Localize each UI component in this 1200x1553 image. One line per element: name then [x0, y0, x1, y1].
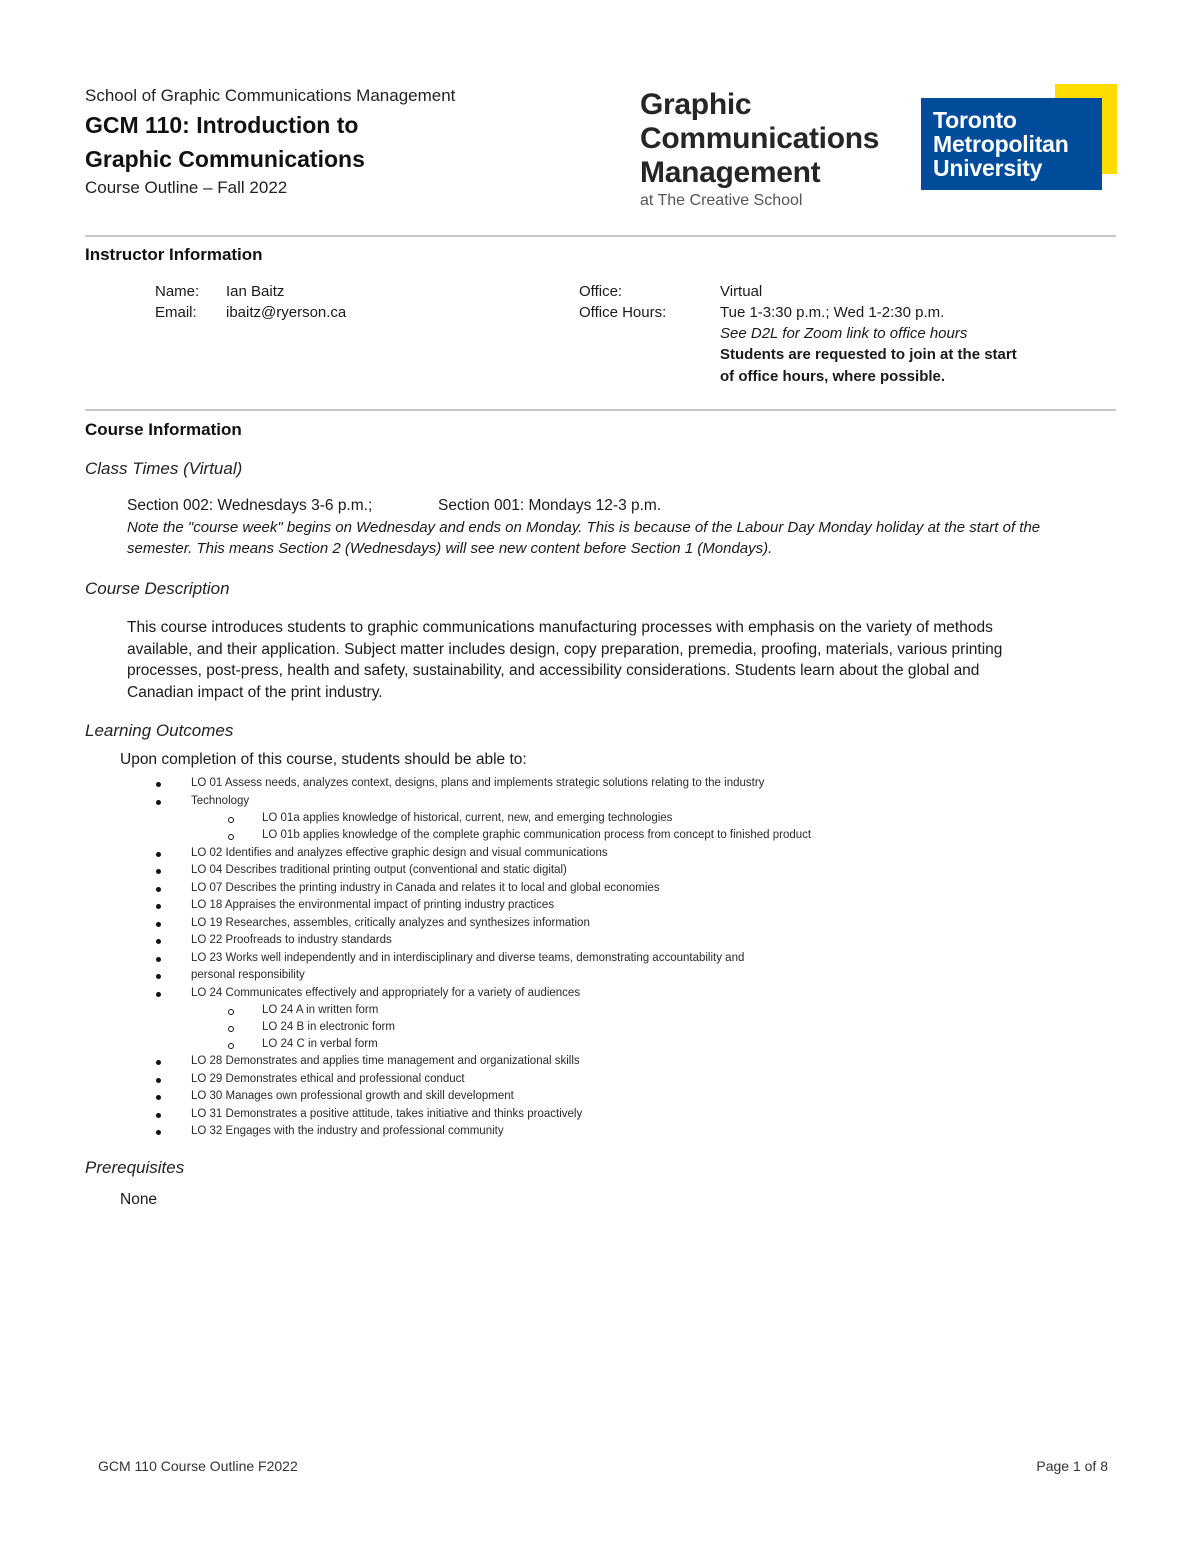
gcm-wordmark-sub: at The Creative School: [640, 192, 803, 209]
sub-bullet-icon: [228, 817, 234, 823]
list-item: LO 24 Communicates effectively and appropriately for a variety of audiences: [191, 987, 581, 999]
sub-bullet-icon: [228, 1043, 234, 1049]
footer-page-number: Page 1 of 8: [1036, 1458, 1108, 1474]
course-week-note-line1: Note the "course week" begins on Wednesday and ends on Monday. This is because of the Labour Day Monday holiday at the start of the: [127, 519, 1041, 536]
join-note-line1: Students are requested to join at the start: [720, 346, 1017, 363]
course-info-heading: Course Information: [85, 420, 242, 439]
list-item: Technology: [191, 795, 250, 807]
course-week-note-line2: semester. This means Section 2 (Wednesdays) will see new content before Section 1 (Mondays).: [127, 540, 773, 557]
list-item: LO 24 A in written form: [262, 1004, 379, 1016]
bullet-icon: [156, 957, 161, 962]
email-value[interactable]: ibaitz@ryerson.ca: [226, 304, 347, 321]
list-item: LO 02 Identifies and analyzes effective graphic design and visual communications: [191, 847, 608, 859]
list-item: LO 19 Researches, assembles, critically analyzes and synthesizes information: [191, 917, 590, 929]
list-item: LO 31 Demonstrates a positive attitude, takes initiative and thinks proactively: [191, 1108, 583, 1120]
list-item: LO 22 Proofreads to industry standards: [191, 934, 392, 946]
list-item: personal responsibility: [191, 969, 305, 981]
sub-bullet-icon: [228, 1009, 234, 1015]
list-item: LO 18 Appraises the environmental impact of printing industry practices: [191, 899, 555, 911]
bullet-icon: [156, 904, 161, 909]
bullet-icon: [156, 1113, 161, 1118]
name-label: Name:: [155, 283, 200, 300]
bullet-icon: [156, 974, 161, 979]
bullet-icon: [156, 992, 161, 997]
gcm-wordmark-line2: Communications: [640, 122, 880, 155]
course-description-line: available, and their application. Subject matter includes design, copy preparation, premedia, proofing, materials, various printing: [127, 640, 1003, 658]
bullet-icon: [156, 922, 161, 927]
course-description-line: Canadian impact of the print industry.: [127, 683, 383, 701]
zoom-note: See D2L for Zoom link to office hours: [720, 325, 968, 342]
gcm-wordmark-line3: Management: [640, 156, 821, 189]
list-item: LO 28 Demonstrates and applies time management and organizational skills: [191, 1055, 580, 1067]
footer-document-name: GCM 110 Course Outline F2022: [98, 1458, 298, 1474]
bullet-icon: [156, 1060, 161, 1065]
list-item: LO 23 Works well independently and in interdisciplinary and diverse teams, demonstrating accountability and: [191, 952, 745, 964]
list-item: LO 24 B in electronic form: [262, 1021, 395, 1033]
gcm-wordmark: [640, 88, 879, 190]
section-001-time: Section 001: Mondays 12-3 p.m.: [438, 497, 662, 514]
prerequisites-heading: Prerequisites: [85, 1158, 185, 1177]
course-description-heading: Course Description: [85, 579, 230, 598]
bullet-icon: [156, 869, 161, 874]
gcm-wordmark-line1: Graphic: [640, 88, 752, 121]
course-description-line: processes, post-press, health and safety, sustainability, and accessibility considerations. Students learn about the global and: [127, 662, 980, 679]
course-description: [127, 617, 1112, 703]
section-002-time: Section 002: Wednesdays 3-6 p.m.;: [127, 497, 373, 514]
join-note-line2: of office hours, where possible.: [720, 368, 946, 385]
bullet-icon: [156, 1095, 161, 1100]
tmu-logo: [921, 84, 1117, 190]
divider-instructor: [85, 409, 1116, 411]
tmu-logo-line2: Metropolitan: [933, 131, 1069, 157]
email-label: Email:: [155, 304, 197, 321]
bullet-icon: [156, 800, 161, 805]
tmu-logo-line3: University: [933, 155, 1043, 181]
name-value: Ian Baitz: [226, 283, 285, 300]
learning-outcomes-heading: Learning Outcomes: [85, 721, 234, 740]
list-item: LO 01a applies knowledge of historical, current, new, and emerging technologies: [262, 812, 673, 824]
learning-outcomes-intro: Upon completion of this course, students should be able to:: [120, 751, 527, 768]
school-name: School of Graphic Communications Management: [85, 86, 456, 105]
divider-header: [85, 235, 1116, 237]
list-item: LO 07 Describes the printing industry in Canada and relates it to local and global economies: [191, 882, 660, 894]
bullet-icon: [156, 887, 161, 892]
tmu-logo-blue-block: [921, 98, 1102, 190]
office-value: Virtual: [720, 283, 763, 300]
sub-bullet-icon: [228, 834, 234, 840]
bullet-icon: [156, 1130, 161, 1135]
list-item: LO 24 C in verbal form: [262, 1038, 378, 1050]
course-title-line2: Graphic Communications: [85, 146, 365, 172]
course-description-line: This course introduces students to graphic communications manufacturing processes with emphasis on the variety of methods: [127, 619, 993, 636]
list-item: LO 29 Demonstrates ethical and professional conduct: [191, 1073, 465, 1085]
class-times-heading: Class Times (Virtual): [85, 459, 243, 478]
office-hours-label: Office Hours:: [579, 304, 667, 321]
list-item: LO 32 Engages with the industry and professional community: [191, 1125, 504, 1137]
list-item: LO 01b applies knowledge of the complete graphic communication process from concept to finished product: [262, 829, 812, 841]
sub-bullet-icon: [228, 1026, 234, 1032]
bullet-icon: [156, 1078, 161, 1083]
bullet-icon: [156, 939, 161, 944]
instructor-heading: Instructor Information: [85, 245, 263, 264]
office-label: Office:: [579, 283, 623, 300]
list-item: LO 04 Describes traditional printing output (conventional and static digital): [191, 864, 567, 876]
bullet-icon: [156, 852, 161, 857]
list-item: LO 30 Manages own professional growth and skill development: [191, 1090, 514, 1102]
bullet-icon: [156, 782, 161, 787]
prerequisites-value: None: [120, 1191, 158, 1208]
tmu-logo-line1: Toronto: [933, 107, 1017, 133]
list-item: LO 01 Assess needs, analyzes context, designs, plans and implements strategic solutions relating to the industry: [191, 777, 765, 789]
course-title-line1: GCM 110: Introduction to: [85, 112, 359, 138]
tmu-logo-text: [933, 108, 1069, 180]
course-outline-term: Course Outline – Fall 2022: [85, 178, 288, 197]
office-hours-value: Tue 1-3:30 p.m.; Wed 1-2:30 p.m.: [720, 304, 945, 321]
